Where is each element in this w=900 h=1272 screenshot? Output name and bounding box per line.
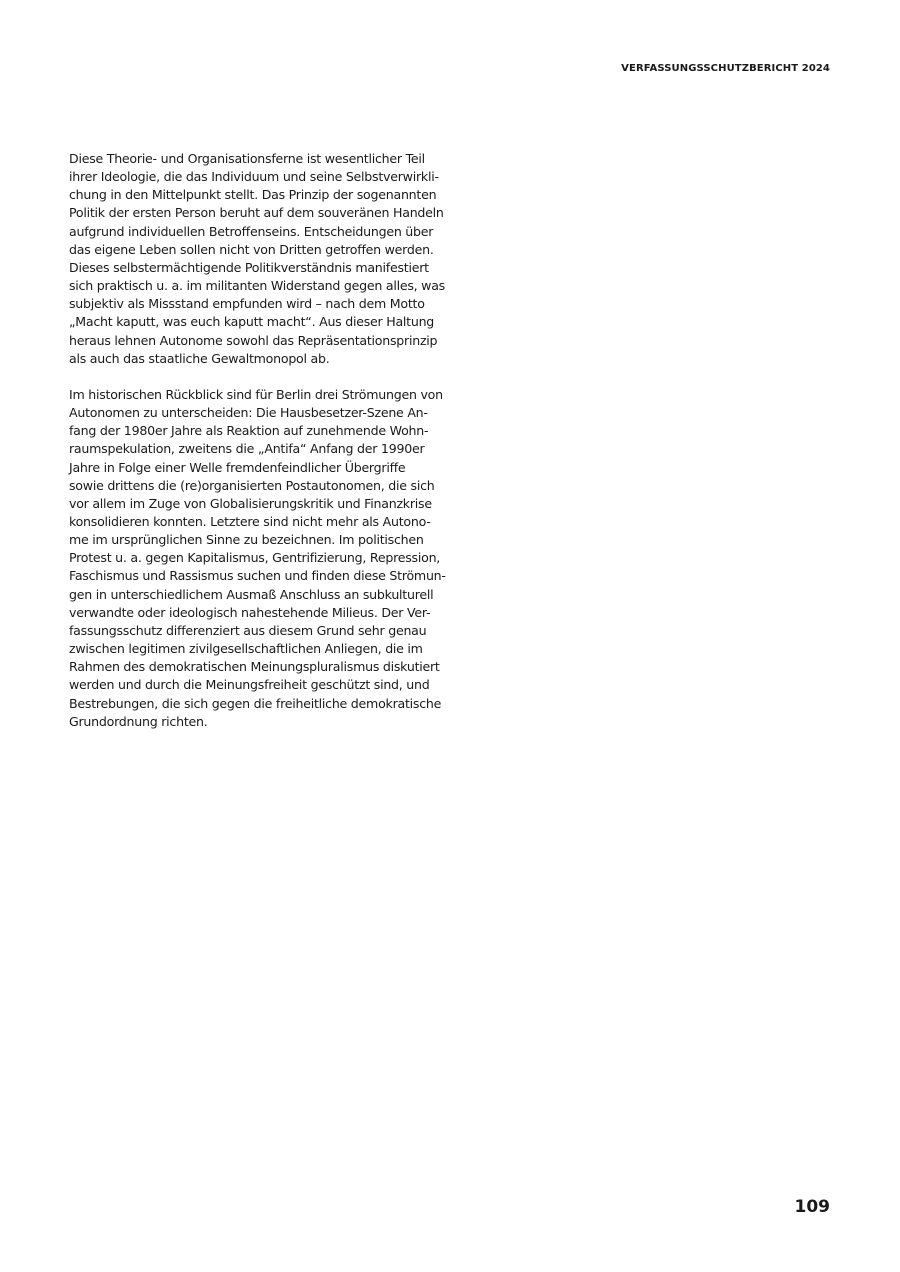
text-line: ihrer Ideologie, die das Individuum und seine Selbstverwirkli- (69, 169, 439, 185)
text-line: Grundordnung richten. (69, 713, 208, 729)
text-line: verwandte oder ideologisch nahestehende Milieus. Der Ver- (69, 604, 431, 620)
text-line: aufgrund individuellen Betroffenseins. Entscheidungen über (69, 223, 434, 239)
text-line: subjektiv als Missstand empfunden wird – nach dem Motto (69, 296, 425, 312)
text-line: Jahre in Folge einer Welle fremdenfeindlicher Übergriffe (69, 459, 406, 475)
body-text (69, 150, 446, 731)
text-line: konsolidieren konnten. Letztere sind nicht mehr als Autono- (69, 513, 431, 529)
text-line: Bestrebungen, die sich gegen die freiheitliche demokratische (69, 695, 442, 711)
text-line: heraus lehnen Autonome sowohl das Repräsentationsprinzip (69, 332, 438, 348)
paragraph-2 (69, 386, 446, 731)
text-line: sich praktisch u. a. im militanten Widerstand gegen alles, was (69, 278, 445, 294)
paragraph-1 (69, 150, 445, 368)
text-line: Protest u. a. gegen Kapitalismus, Gentrifizierung, Repression, (69, 550, 441, 566)
text-line: Dieses selbstermächtigende Politikverständnis manifestiert (69, 259, 429, 275)
page-number: 109 (794, 1197, 830, 1217)
text-line: Politik der ersten Person beruht auf dem souveränen Handeln (69, 205, 444, 221)
running-header-title: VERFASSUNGSSCHUTZBERICHT 2024 (621, 63, 830, 74)
text-line: gen in unterschiedlichem Ausmaß Anschluss an subkulturell (69, 586, 434, 602)
text-line: Faschismus und Rassismus suchen und finden diese Strömun- (69, 568, 446, 584)
text-line: Autonomen zu unterscheiden: Die Hausbesetzer-Szene An- (69, 405, 428, 421)
text-line: vor allem im Zuge von Globalisierungskritik und Finanzkrise (69, 495, 432, 511)
text-line: chung in den Mittelpunkt stellt. Das Prinzip der sogenannten (69, 187, 437, 203)
text-line: sowie drittens die (re)organisierten Postautonomen, die sich (69, 477, 435, 493)
text-line: raumspekulation, zweitens die „Antifa“ Anfang der 1990er (69, 441, 425, 457)
text-line: fassungsschutz differenziert aus diesem Grund sehr genau (69, 622, 427, 638)
text-line: fang der 1980er Jahre als Reaktion auf zunehmende Wohn- (69, 423, 429, 439)
text-line: Rahmen des demokratischen Meinungspluralismus diskutiert (69, 659, 440, 675)
text-line: „Macht kaputt, was euch kaputt macht“. Aus dieser Haltung (69, 314, 435, 330)
text-line: werden und durch die Meinungsfreiheit geschützt sind, und (69, 677, 430, 693)
text-line: me im ursprünglichen Sinne zu bezeichnen. Im politischen (69, 532, 424, 548)
text-line: das eigene Leben sollen nicht von Dritten getroffen werden. (69, 241, 434, 257)
text-line: Im historischen Rückblick sind für Berlin drei Strömungen von (69, 386, 443, 402)
text-line: zwischen legitimen zivilgesellschaftlichen Anliegen, die im (69, 641, 423, 657)
text-line: Diese Theorie- und Organisationsferne ist wesentlicher Teil (69, 151, 425, 166)
text-line: als auch das staatliche Gewaltmonopol ab. (69, 350, 330, 366)
